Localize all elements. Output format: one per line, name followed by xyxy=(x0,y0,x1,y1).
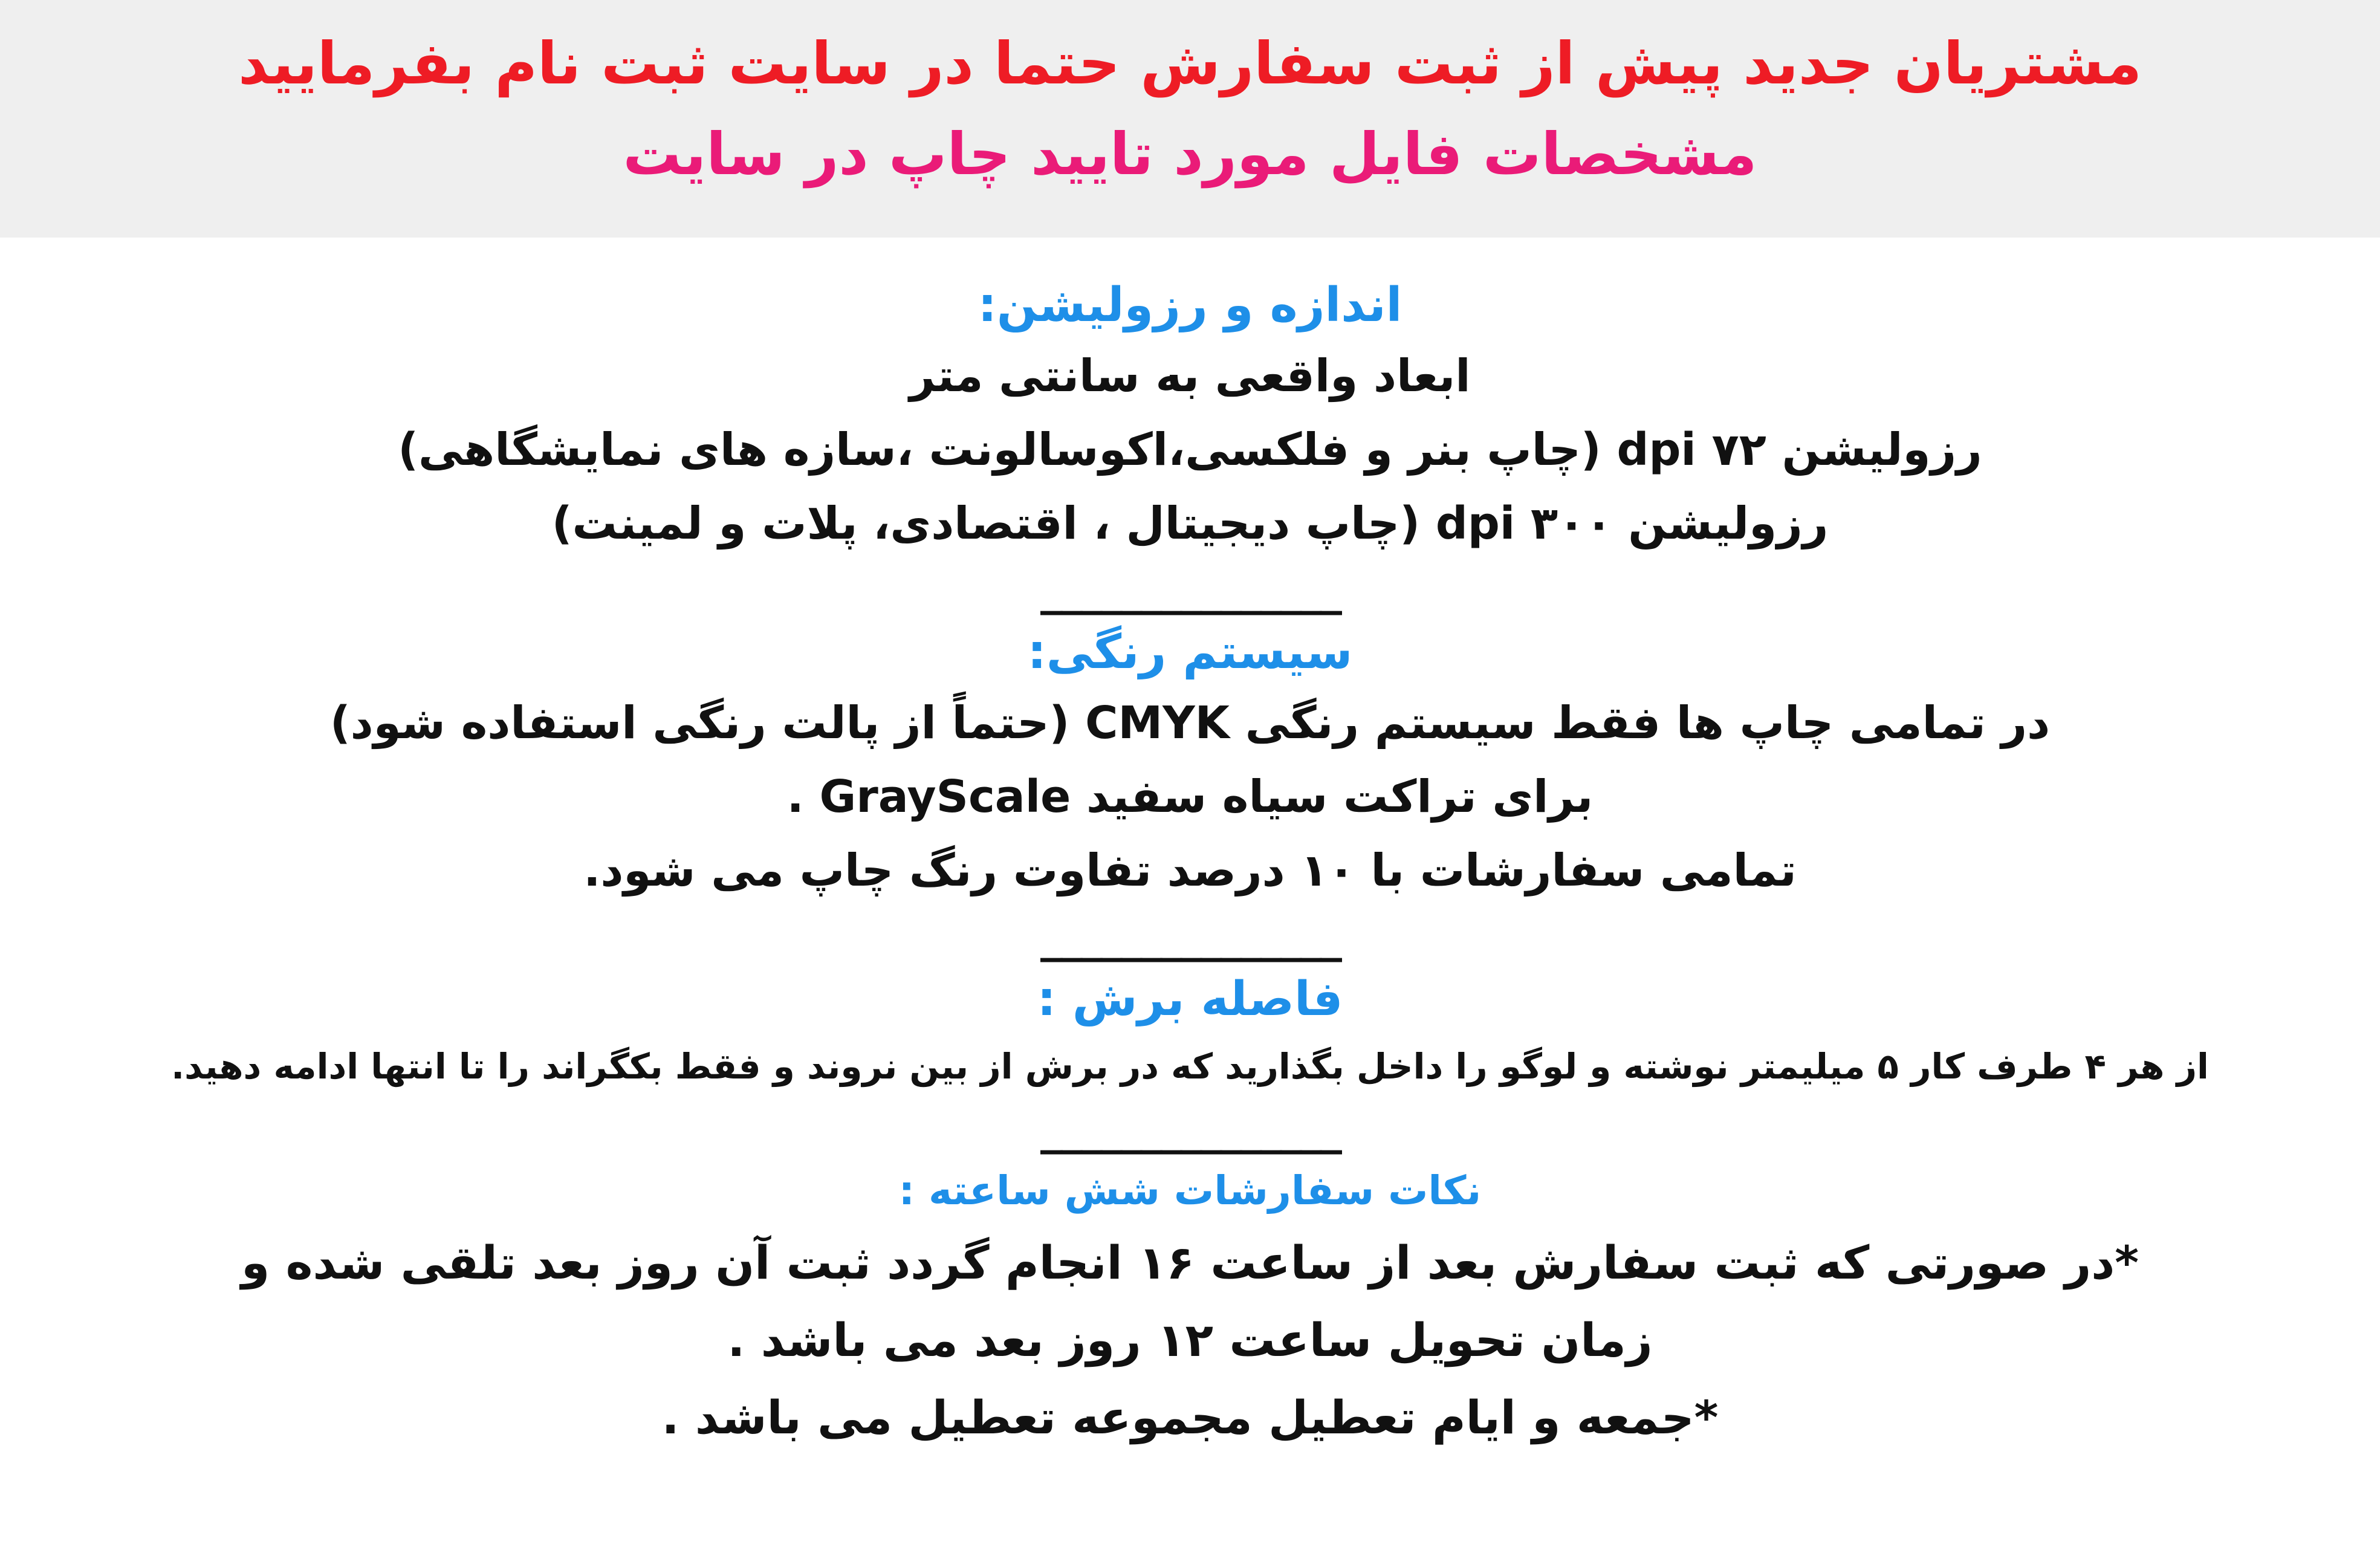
six-hour-orders-section xyxy=(0,1158,2380,1456)
spec-content xyxy=(0,238,2380,1456)
color-system-section xyxy=(0,618,2380,965)
banner-registration-notice: مشتریان جدید پیش از ثبت سفارش حتما در سایت ثبت نام بفرمایید xyxy=(238,30,2142,97)
color-line-cmyk: در تمامی چاپ ها فقط سیستم رنگی CMYK (حتماً از پالت رنگی استفاده شود) xyxy=(329,697,2051,749)
section-divider: _______________ xyxy=(1040,1103,1340,1155)
six-hour-line-delivery: زمان تحویل ساعت ۱۲ روز بعد می باشد . xyxy=(727,1313,1653,1367)
six-hour-line-after-16: *در صورتی که ثبت سفارش بعد از ساعت ۱۶ انجام گردد ثبت آن روز بعد تلقی شده و xyxy=(241,1236,2139,1289)
cut-margin-heading: فاصله برش : xyxy=(1037,972,1343,1026)
size-line-72dpi: رزولیشن dpi ۷۲ (چاپ بنر و فلکسی،اکوسالونت ،سازه های نمایشگاهی) xyxy=(398,424,1982,476)
cut-margin-line: از هر ۴ طرف کار ۵ میلیمتر نوشته و لوگو را داخل بگذارید که در برش از بین نروند و فقط بکگراند را تا انتها ادامه دهید. xyxy=(171,1046,2209,1087)
section-divider: _______________ xyxy=(1040,910,1340,962)
color-system-heading: سیستم رنگی: xyxy=(1027,625,1353,679)
cut-margin-section xyxy=(0,965,2380,1158)
six-hour-line-holidays: *جمعه و ایام تعطیل مجموعه تعطیل می باشد . xyxy=(661,1390,1719,1444)
size-resolution-heading: اندازه و رزولیشن: xyxy=(978,278,1402,332)
color-line-grayscale: برای تراکت سیاه سفید GrayScale . xyxy=(786,771,1594,823)
six-hour-orders-heading: نکات سفارشات شش ساعته : xyxy=(898,1167,1482,1214)
size-resolution-section xyxy=(0,271,2380,618)
size-line-dimensions: ابعاد واقعی به سانتی متر xyxy=(909,350,1471,402)
section-divider: _______________ xyxy=(1040,563,1340,615)
top-banner xyxy=(0,0,2380,238)
banner-file-specs-title: مشخصات فایل مورد تایید چاپ در سایت xyxy=(623,120,1757,188)
size-line-300dpi: رزولیشن dpi ۳۰۰ (چاپ دیجیتال ، اقتصادی، پلات و لمینت) xyxy=(551,498,1829,550)
color-line-tolerance: تمامی سفارشات با ۱۰ درصد تفاوت رنگ چاپ می شود. xyxy=(583,845,1797,897)
